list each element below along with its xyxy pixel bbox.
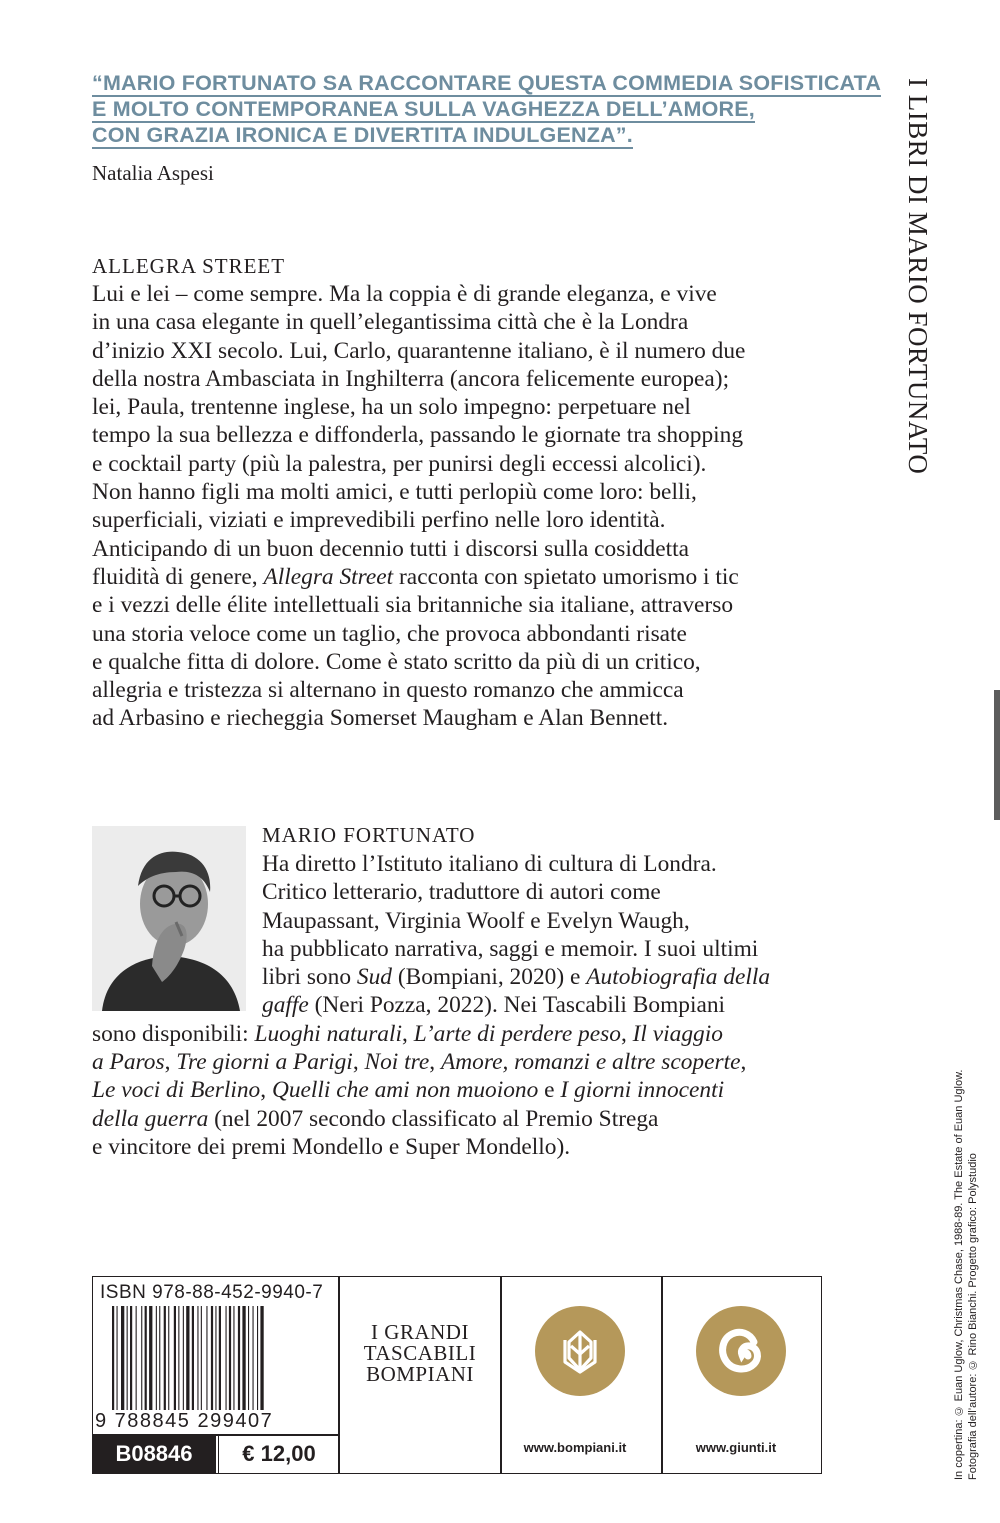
book-title-italic: Quelli che ami non muoiono <box>271 1077 539 1104</box>
barcode-bar <box>186 1306 189 1410</box>
quote-line: CON GRAZIA IRONICA E DIVERTITA INDULGENZA”. <box>92 123 633 147</box>
bio-line <box>92 991 872 1019</box>
book-title-italic: della guerra <box>92 1105 209 1132</box>
blurb-line <box>92 676 872 704</box>
series-line: BOMPIANI <box>366 1362 474 1386</box>
blurb-line <box>92 393 872 421</box>
book-title-italic: Amore, romanzi e altre scoperte <box>440 1049 741 1076</box>
side-title-text: I LIBRI DI MARIO FORTUNATO <box>903 78 933 475</box>
bio-text: e <box>538 1077 561 1104</box>
publisher-url[interactable]: www.bompiani.it <box>523 1440 627 1455</box>
book-title-italic: Il viaggio <box>632 1020 723 1047</box>
barcode-bar <box>117 1306 118 1410</box>
barcode-bar <box>201 1306 202 1410</box>
blurb-text: Lui e lei – come sempre. Ma la coppia è di grande eleganza, e vive <box>92 281 717 307</box>
blurb-line <box>92 704 872 732</box>
bompiani-tulip-icon <box>535 1306 625 1396</box>
blurb-line <box>92 478 872 506</box>
blurb-text: Anticipando di un buon decennio tutti i discorsi sulla cosiddetta <box>92 535 690 562</box>
bio-text: , <box>260 1077 272 1104</box>
bio-text: , <box>402 1020 414 1047</box>
bio-line <box>92 1020 872 1048</box>
book-title-italic: Allegra Street <box>263 563 394 590</box>
bio-line <box>92 1133 872 1161</box>
barcode-bar <box>238 1306 240 1410</box>
bio-text: libri sono <box>262 964 357 991</box>
blurb-text: d’inizio XXI secolo. Lui, Carlo, quarantenne italiano, è il numero due <box>92 337 746 364</box>
blurb-line <box>92 337 872 365</box>
barcode-bar <box>242 1306 245 1410</box>
bio-text: e vincitore dei premi Mondello e Super Mondello). <box>92 1133 571 1160</box>
series-line: I GRANDI <box>371 1320 469 1344</box>
bio-text: Critico letterario, traduttore di autori come <box>262 879 661 906</box>
book-blurb <box>92 280 872 733</box>
bio-text: , <box>620 1020 633 1047</box>
blurb-line <box>92 620 872 648</box>
barcode-bar <box>127 1306 128 1410</box>
quote-line: E MOLTO CONTEMPORANEA SULLA VAGHEZZA DELL’AMORE, <box>92 97 755 121</box>
blurb-line <box>92 506 872 534</box>
bio-line <box>92 878 872 906</box>
blurb-line <box>92 563 872 591</box>
barcode-bar <box>183 1306 184 1410</box>
page-edge <box>994 690 1000 820</box>
bio-text: ha pubblicato narrativa, saggi e memoir. I suoi ultimi <box>262 935 759 962</box>
series-name <box>345 1322 495 1385</box>
blurb-text: racconta con spietato umorismo i tic <box>393 563 739 590</box>
quote-author: Natalia Aspesi <box>92 161 214 185</box>
quote-line: “MARIO FORTUNATO SA RACCONTARE QUESTA COMMEDIA SOFISTICATA <box>92 71 882 95</box>
price: € 12,00 <box>218 1434 339 1474</box>
side-title <box>902 78 942 475</box>
barcode-bar <box>145 1306 147 1410</box>
barcode-number: 9 788845 299407 <box>95 1410 274 1432</box>
blurb-line <box>92 591 872 619</box>
author-name: MARIO FORTUNATO <box>262 823 476 847</box>
barcode-bar <box>229 1306 231 1410</box>
bio-line <box>92 850 872 878</box>
product-code: B08846 <box>92 1434 216 1474</box>
barcode-bar <box>197 1306 198 1410</box>
barcode-bar <box>168 1306 169 1410</box>
bio-text: , <box>429 1049 441 1076</box>
credit-line: Fotografia dell’autore: © Rino Bianchi. Progetto grafico: Polystudio <box>967 1153 979 1480</box>
author-bio <box>92 850 872 1161</box>
barcode-bar <box>112 1306 114 1410</box>
giunti-spiral-icon <box>696 1306 786 1396</box>
book-title: ALLEGRA STREET <box>92 254 286 278</box>
blurb-line <box>92 450 872 478</box>
barcode-bar <box>159 1306 160 1410</box>
barcode-bar <box>215 1306 216 1410</box>
book-title-italic: Autobiografia della <box>586 964 771 991</box>
book-title-italic: gaffe <box>262 992 309 1019</box>
blurb-line <box>92 365 872 393</box>
book-title-italic: Noi tre <box>364 1049 430 1076</box>
barcode-bar <box>260 1306 263 1410</box>
barcode-bar <box>130 1306 132 1410</box>
book-title-italic: I giorni innocenti <box>560 1077 725 1104</box>
bio-line <box>92 1076 872 1104</box>
blurb-text: una storia veloce come un taglio, che provoca abbondanti risate <box>92 620 687 647</box>
book-title-italic: a Paros <box>92 1049 165 1076</box>
bio-line <box>92 963 872 991</box>
bio-text: (Bompiani, 2020) e <box>391 964 587 991</box>
blurb-line <box>92 535 872 563</box>
book-title-italic: L’arte di perdere peso <box>413 1020 621 1047</box>
bio-text: (nel 2007 secondo classificato al Premio Strega <box>208 1105 659 1132</box>
bio-text: , <box>164 1049 177 1076</box>
bio-text: Ha diretto l’Istituto italiano di cultura di Londra. <box>262 851 717 877</box>
barcode-bar <box>149 1306 152 1410</box>
blurb-line <box>92 308 872 336</box>
bio-text: , <box>352 1049 365 1076</box>
blurb-text: e cocktail party (più la palestra, per punirsi degli eccessi alcolici). <box>92 450 707 477</box>
barcode-bar <box>141 1306 142 1410</box>
blurb-text: superficiali, viziati e imprevedibili perfino nelle loro identità. <box>92 507 666 534</box>
barcode-bar <box>174 1306 176 1410</box>
barcode-icon <box>112 1306 332 1410</box>
blurb-text: lei, Paula, trentenne inglese, ha un solo impegno: perpetuare nel <box>92 394 691 421</box>
bio-line <box>92 1105 872 1133</box>
blurb-text: fluidità di genere, <box>92 563 264 590</box>
blurb-text: allegria e tristezza si alternano in questo romanzo che ammicca <box>92 677 684 704</box>
bio-line <box>92 907 872 935</box>
barcode-bar <box>211 1306 213 1410</box>
barcode-bar <box>156 1306 157 1410</box>
bio-text: (Neri Pozza, 2022). Nei Tascabili Bompiani <box>308 992 726 1019</box>
barcode-bar <box>219 1306 221 1410</box>
bio-text: Maupassant, Virginia Woolf e Evelyn Waugh, <box>262 907 690 934</box>
book-title-italic: Tre giorni a Parigi <box>176 1049 353 1076</box>
barcode-bar <box>192 1306 194 1410</box>
blurb-line <box>92 648 872 676</box>
barcode-bar <box>178 1306 179 1410</box>
blurb-text: tempo la sua bellezza e diffonderla, passando le giornate tra shopping <box>92 422 744 449</box>
cover-credits <box>933 1050 993 1480</box>
bio-line <box>92 935 872 963</box>
blurb-text: in una casa elegante in quell’elegantissima città che è la Londra <box>92 309 689 336</box>
barcode-bar <box>257 1306 258 1410</box>
blurb-text: della nostra Ambasciata in Inghilterra (ancora felicemente europea); <box>92 365 730 392</box>
blurb-text: Non hanno figli ma molti amici, e tutti perlopiù come loro: belli, <box>92 479 697 506</box>
blurb-line <box>92 280 872 308</box>
barcode-bar <box>248 1306 249 1410</box>
bio-line <box>92 1048 872 1076</box>
blurb-text: ad Arbasino e riecheggia Somerset Maugham e Alan Bennett. <box>92 705 669 732</box>
publisher-url[interactable]: www.giunti.it <box>695 1440 777 1455</box>
barcode-bar <box>253 1306 254 1410</box>
barcode-bar <box>136 1306 137 1410</box>
book-title-italic: Sud <box>356 964 392 991</box>
barcode-bar <box>121 1306 124 1410</box>
barcode-bar <box>206 1306 207 1410</box>
review-quote <box>92 70 882 148</box>
isbn-text: ISBN 978-88-452-9940-7 <box>100 1282 324 1303</box>
barcode-bar <box>233 1306 234 1410</box>
barcode-bar <box>164 1306 166 1410</box>
series-line: TASCABILI <box>363 1341 477 1365</box>
credit-line: In copertina: © Euan Uglow, Christmas Chase, 1988-89. The Estate of Euan Uglow. <box>953 1069 965 1480</box>
book-title-italic: Luoghi naturali <box>254 1020 402 1047</box>
bio-text: sono disponibili: <box>92 1020 255 1047</box>
book-title-italic: Le voci di Berlino <box>92 1077 261 1104</box>
blurb-line <box>92 421 872 449</box>
bio-text: , <box>740 1049 747 1076</box>
blurb-text: e qualche fitta di dolore. Come è stato scritto da più di un critico, <box>92 648 701 675</box>
blurb-text: e i vezzi delle élite intellettuali sia britanniche sia italiane, attraverso <box>92 592 734 619</box>
barcode-bar <box>226 1306 227 1410</box>
